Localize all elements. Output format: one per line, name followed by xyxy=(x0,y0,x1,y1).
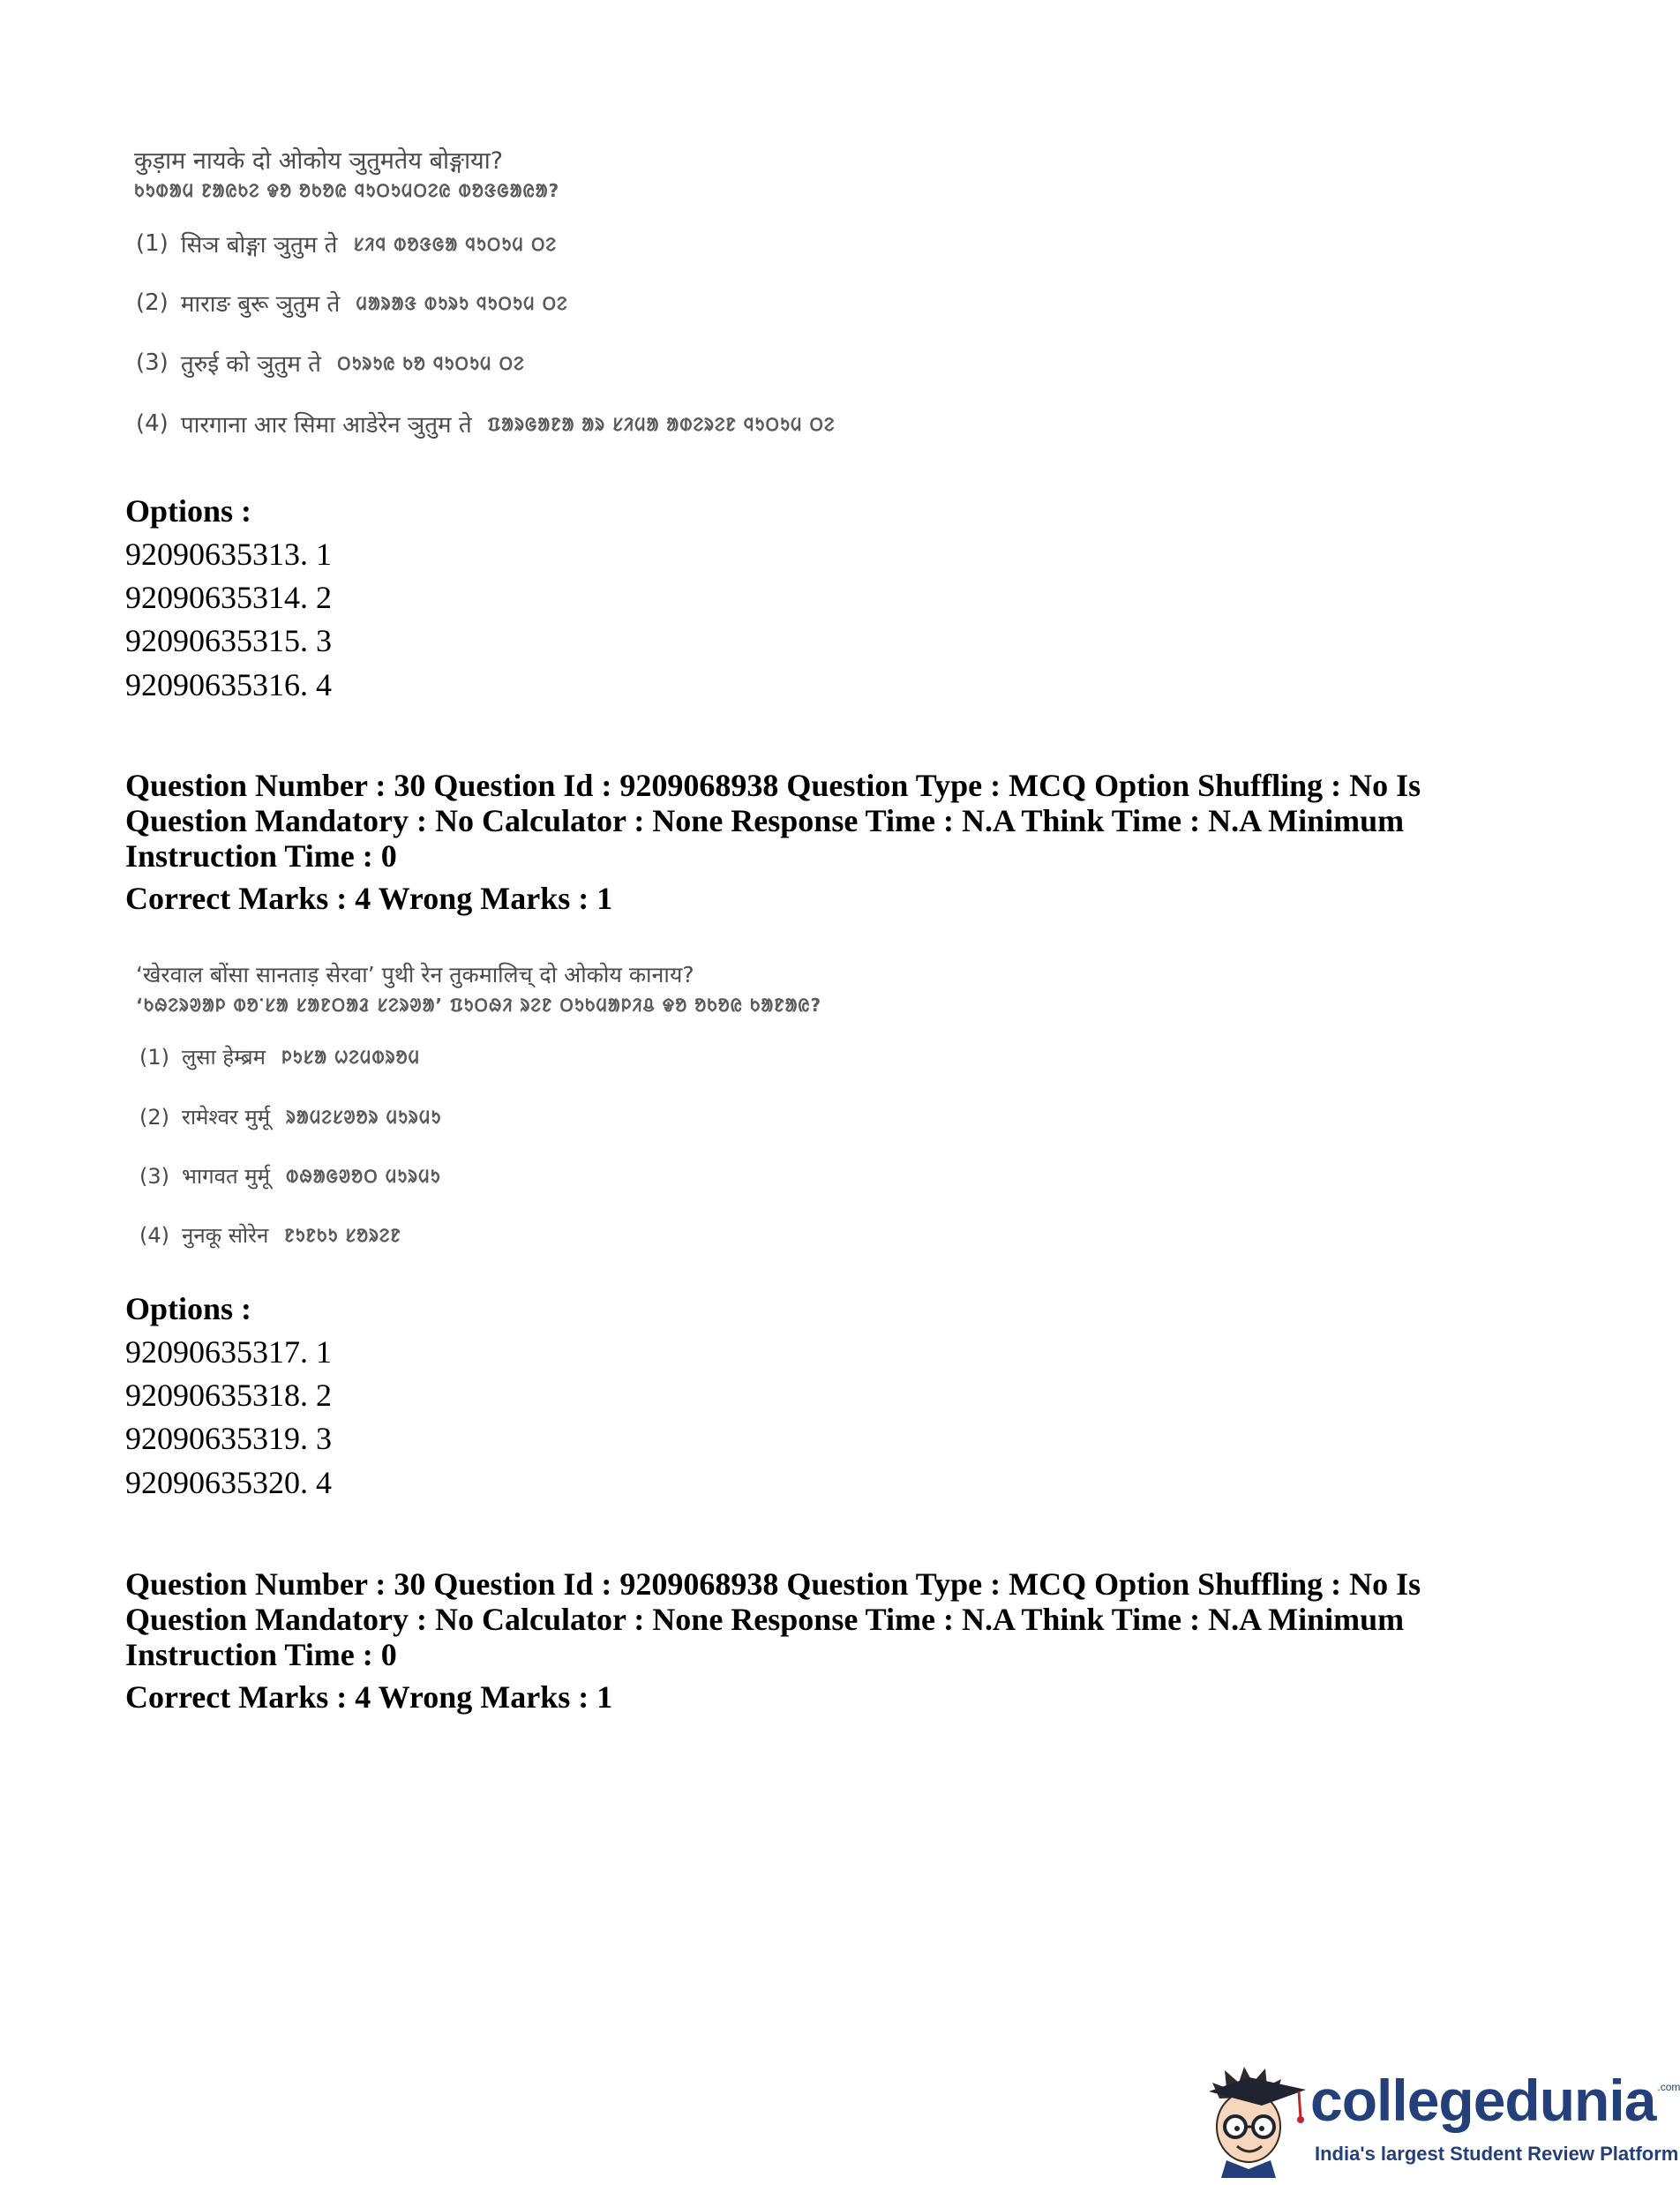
question-choice: (3) भागवत मुर्मू ᱵᱷᱟᱜᱣᱚᱛ ᱢᱩᱨᱢᱩ xyxy=(139,1163,441,1189)
meta-line: Instruction Time : 0 xyxy=(125,1637,397,1672)
meta-line: Question Number : 30 Question Id : 9209068938 Question Type : MCQ Option Shuffling : No Is xyxy=(125,1566,1421,1602)
marks-line: Correct Marks : 4 Wrong Marks : 1 xyxy=(125,881,613,916)
collegedunia-logo xyxy=(1200,2056,1680,2180)
option-item: 92090635320. 4 xyxy=(125,1465,332,1500)
options-heading: Options : xyxy=(125,1291,252,1326)
question-stem-olchiki: ᱠᱩᱰᱟᱢ ᱱᱟᱭᱠᱮ ᱫᱚ ᱚᱠᱚᱭ ᱧᱩᱛᱩᱢᱛᱮᱭ ᱵᱚᱝᱜᱟᱭᱟ? xyxy=(134,180,560,201)
options-heading: Options : xyxy=(125,493,252,529)
question-meta xyxy=(125,768,1421,916)
option-item: 92090635313. 1 xyxy=(125,537,332,572)
meta-line: Question Number : 30 Question Id : 9209068938 Question Type : MCQ Option Shuffling : No Is xyxy=(125,768,1421,803)
meta-line: Question Mandatory : No Calculator : None Response Time : N.A Think Time : N.A Minimum xyxy=(125,1602,1405,1637)
question-meta xyxy=(125,1566,1421,1715)
option-item: 92090635318. 2 xyxy=(125,1378,332,1413)
question-choice: (3) तुरुई को ञुतुम ते ᱛᱩᱨᱩᱭ ᱠᱚ ᱧᱩᱛᱩᱢ ᱛᱮ xyxy=(136,349,525,378)
question-stem-olchiki: ‘ᱠᱷᱮᱨᱣᱟᱞ ᱵᱚᱸᱥᱟ ᱥᱟᱱᱛᱟᱲ ᱥᱮᱨᱣᱟ’ ᱯᱩᱛᱷᱤ ᱨᱮᱱ ᱛᱩᱠᱢᱟᱞᱤᱪ ᱫᱚ ᱚᱠᱚᱭ ᱠᱟᱱᱟᱭ? xyxy=(136,995,822,1016)
question-choice: (2) माराङ बुरू ञुतुम ते ᱢᱟᱨᱟᱝ ᱵᱩᱨᱩ ᱧᱩᱛᱩᱢ ᱛᱮ xyxy=(136,289,568,318)
option-item: 92090635315. 3 xyxy=(125,623,332,658)
question-stem-devanagari: कुड़ाम नायके दो ओकोय ञुतुमतेय बोङ्गाया? xyxy=(134,147,504,175)
question-image-a xyxy=(124,132,962,450)
option-item: 92090635317. 1 xyxy=(125,1334,332,1370)
question-choice: (2) रामेश्वर मुर्मू ᱨᱟᱢᱮᱥᱣᱚᱨ ᱢᱩᱨᱢᱩ xyxy=(139,1104,442,1130)
marks-line: Correct Marks : 4 Wrong Marks : 1 xyxy=(125,1679,613,1715)
option-item: 92090635319. 3 xyxy=(125,1421,332,1456)
question-choice: (4) पारगाना आर सिमा आडेरेन ञुतुम ते ᱯᱟᱨᱜᱟᱱᱟ ᱟᱨ ᱥᱤᱢᱟ ᱟᱰᱮᱨᱮᱱ ᱧᱩᱛᱩᱢ ᱛᱮ xyxy=(136,410,836,439)
option-item: 92090635316. 4 xyxy=(125,667,332,702)
option-item: 92090635314. 2 xyxy=(125,580,332,615)
meta-line: Question Mandatory : No Calculator : None Response Time : N.A Think Time : N.A Minimum xyxy=(125,803,1405,838)
meta-line: Instruction Time : 0 xyxy=(125,838,397,874)
logo-tagline: India's largest Student Review Platform xyxy=(1315,2143,1679,2165)
mascot-icon xyxy=(1200,2056,1315,2180)
logo-wordmark: collegedunia $^{.com}$ xyxy=(1310,2068,1680,2133)
question-stem-devanagari: ‘खेरवाल बोंसा सानताड़ सेरवा’ पुथी रेन तुकमालिच् दो ओकोय कानाय? xyxy=(136,962,694,987)
question-image-b xyxy=(124,949,962,1266)
question-choice: (4) नुनकू सोरेन ᱱᱩᱱᱠᱩ ᱥᱚᱨᱮᱱ xyxy=(139,1222,401,1248)
question-choice: (1) सिञ बोङ्गा ञुतुम ते ᱥᱤᱧ ᱵᱚᱝᱜᱟ ᱧᱩᱛᱩᱢ ᱛᱮ xyxy=(136,230,557,259)
question-choice: (1) लुसा हेम्ब्रम ᱞᱩᱥᱟ ᱦᱮᱢᱵᱨᱚᱢ xyxy=(139,1044,421,1070)
